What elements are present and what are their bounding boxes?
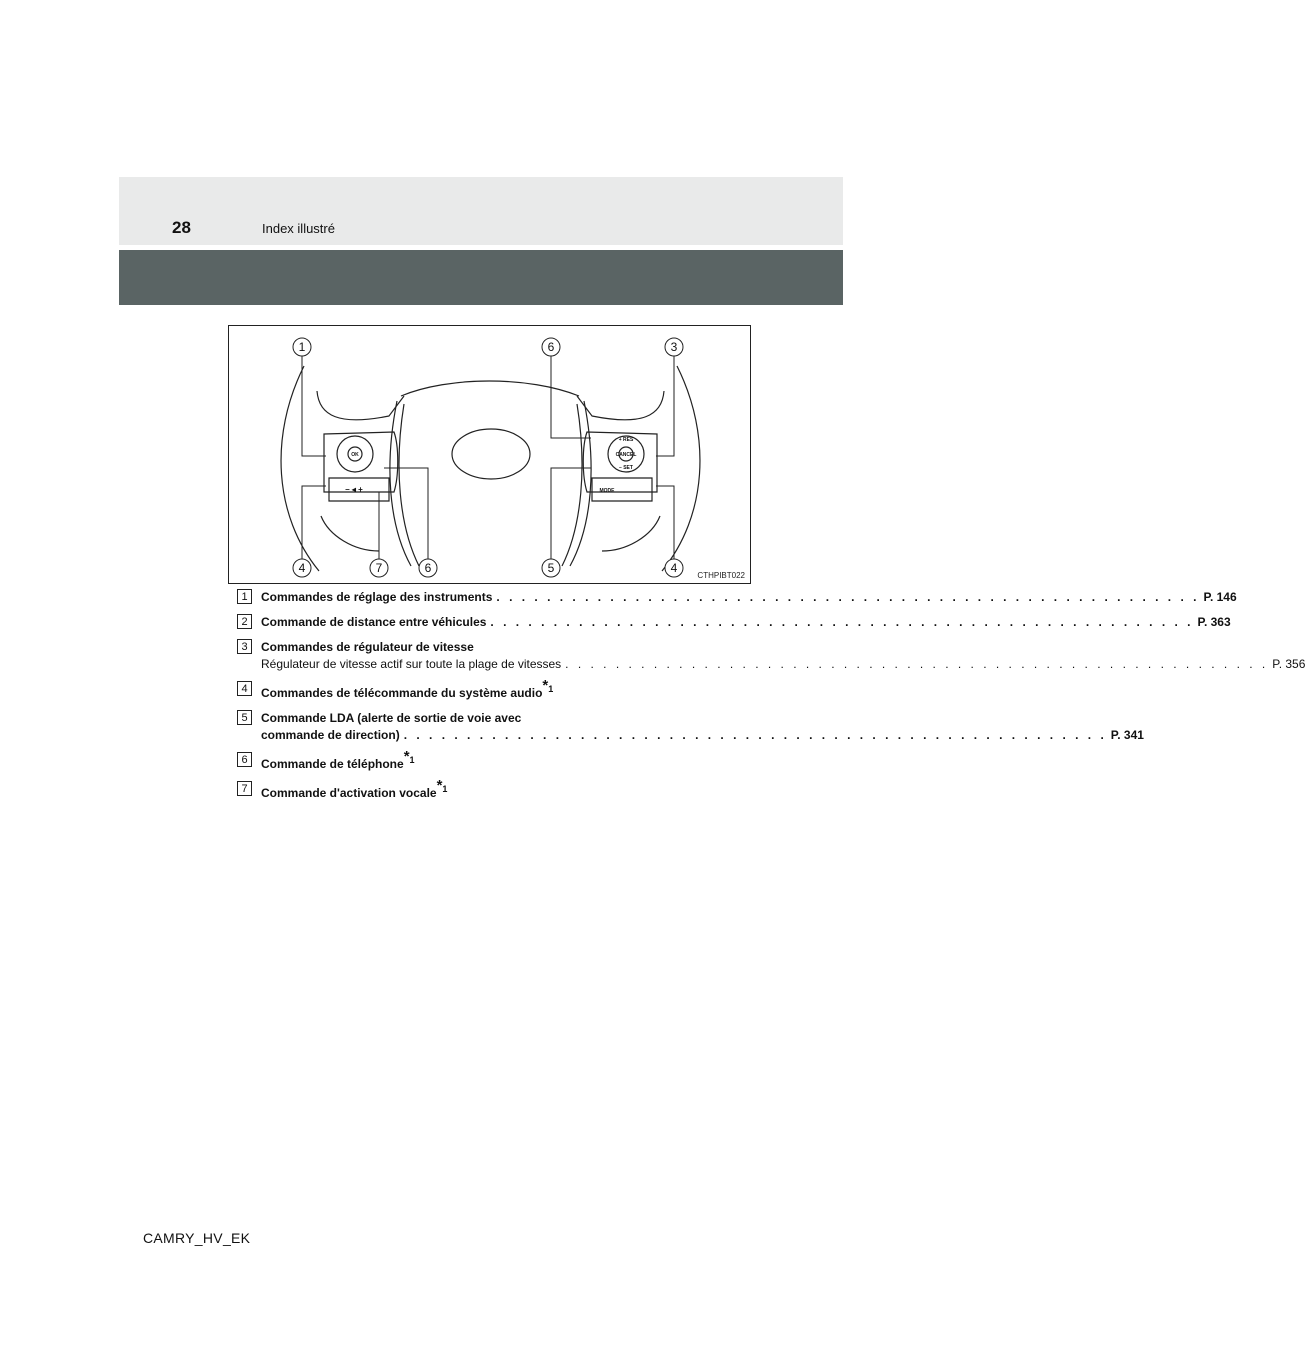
footnote-marker: *$^1$	[403, 748, 415, 765]
switch-set-label: – SET	[619, 465, 633, 471]
legend-number-box: 1	[237, 589, 252, 604]
legend-text: Commande de distance entre véhicules	[261, 615, 487, 629]
footnote-number: 1	[409, 755, 415, 765]
footnote-marker: *$^1$	[542, 677, 554, 694]
callout-label: 3	[670, 340, 678, 354]
legend-number-box: 3	[237, 639, 252, 654]
switch-cancel-label: CANCEL	[615, 452, 637, 458]
legend-text: Commandes de télécommande du système audio	[261, 686, 543, 700]
dot-leader: . . . . . . . . . . . . . . . . . . . . . . . . . . . . . . . . . . . . . . . . . . . . . . . . . . . . . . . .	[565, 657, 1269, 671]
callout-label: 1	[298, 340, 306, 354]
legend-text: Commandes de régulateur de vitesse	[261, 640, 474, 654]
legend-text: Commandes de réglage des instruments	[261, 590, 493, 604]
switch-volume-label: – ◂ +	[345, 485, 363, 494]
legend-text: Commande d'activation vocale	[261, 786, 437, 800]
steering-wheel-illustration	[229, 326, 752, 585]
legend-text: Commande de téléphone	[261, 757, 404, 771]
legend-item	[237, 639, 1305, 673]
section-title-bar	[119, 250, 843, 305]
footnote-number: 1	[442, 784, 448, 794]
legend-item	[237, 748, 737, 773]
dot-leader: . . . . . . . . . . . . . . . . . . . . . . . . . . . . . . . . . . . . . . . . . . . . . . . . . . . . . . . .	[490, 615, 1194, 629]
footnote-marker: *$^1$	[436, 777, 448, 794]
header-band	[119, 177, 843, 245]
legend-line	[261, 614, 1231, 631]
switch-mode-label: MODE	[599, 488, 615, 494]
legend-item	[237, 710, 1144, 744]
page-number: 28	[172, 218, 191, 237]
legend-number-box: 5	[237, 710, 252, 725]
legend-number-box: 4	[237, 681, 252, 696]
legend-line	[261, 639, 737, 656]
legend-number-box: 7	[237, 781, 252, 796]
callout-label: 6	[424, 561, 432, 575]
legend-item	[237, 677, 737, 702]
footnote-number: 1	[548, 684, 554, 694]
legend-text: commande de direction)	[261, 728, 400, 742]
legend-line	[261, 748, 737, 773]
dot-leader: . . . . . . . . . . . . . . . . . . . . . . . . . . . . . . . . . . . . . . . . . . . . . . . . . . . . . . . .	[496, 590, 1200, 604]
callout-label: 4	[670, 561, 678, 575]
legend-line	[261, 710, 737, 727]
switch-ok-label: OK	[351, 452, 359, 458]
legend-line	[261, 656, 1305, 673]
callout-label: 7	[375, 561, 383, 575]
legend-item	[237, 589, 1237, 606]
figure-code: CTHPIBT022	[697, 571, 745, 580]
callout-legend	[237, 589, 1305, 810]
section-title: Index illustré	[262, 221, 335, 236]
switch-res-label: + RES	[618, 437, 634, 443]
dot-leader: . . . . . . . . . . . . . . . . . . . . . . . . . . . . . . . . . . . . . . . . . . . . . . . . . . . . . . . .	[403, 728, 1107, 742]
footer-model: CAMRY_HV_EK	[143, 1230, 251, 1246]
page-reference-link[interactable]: P. 356	[1272, 657, 1305, 671]
legend-item	[237, 614, 1231, 631]
page-reference-link[interactable]: P. 363	[1197, 615, 1231, 629]
steering-wheel-figure	[228, 325, 751, 584]
legend-line	[261, 727, 1144, 744]
page-reference-link[interactable]: P. 146	[1203, 590, 1237, 604]
legend-item	[237, 777, 737, 802]
legend-number-box: 2	[237, 614, 252, 629]
legend-line	[261, 677, 737, 702]
legend-text: Commande LDA (alerte de sortie de voie avec	[261, 711, 522, 725]
legend-text: Régulateur de vitesse actif sur toute la plage de vitesses	[261, 657, 562, 671]
legend-line	[261, 589, 1237, 606]
callout-label: 6	[547, 340, 555, 354]
callout-label: 4	[298, 561, 306, 575]
legend-line	[261, 777, 737, 802]
legend-number-box: 6	[237, 752, 252, 767]
callout-label: 5	[547, 561, 555, 575]
page-reference-link[interactable]: P. 341	[1110, 728, 1144, 742]
